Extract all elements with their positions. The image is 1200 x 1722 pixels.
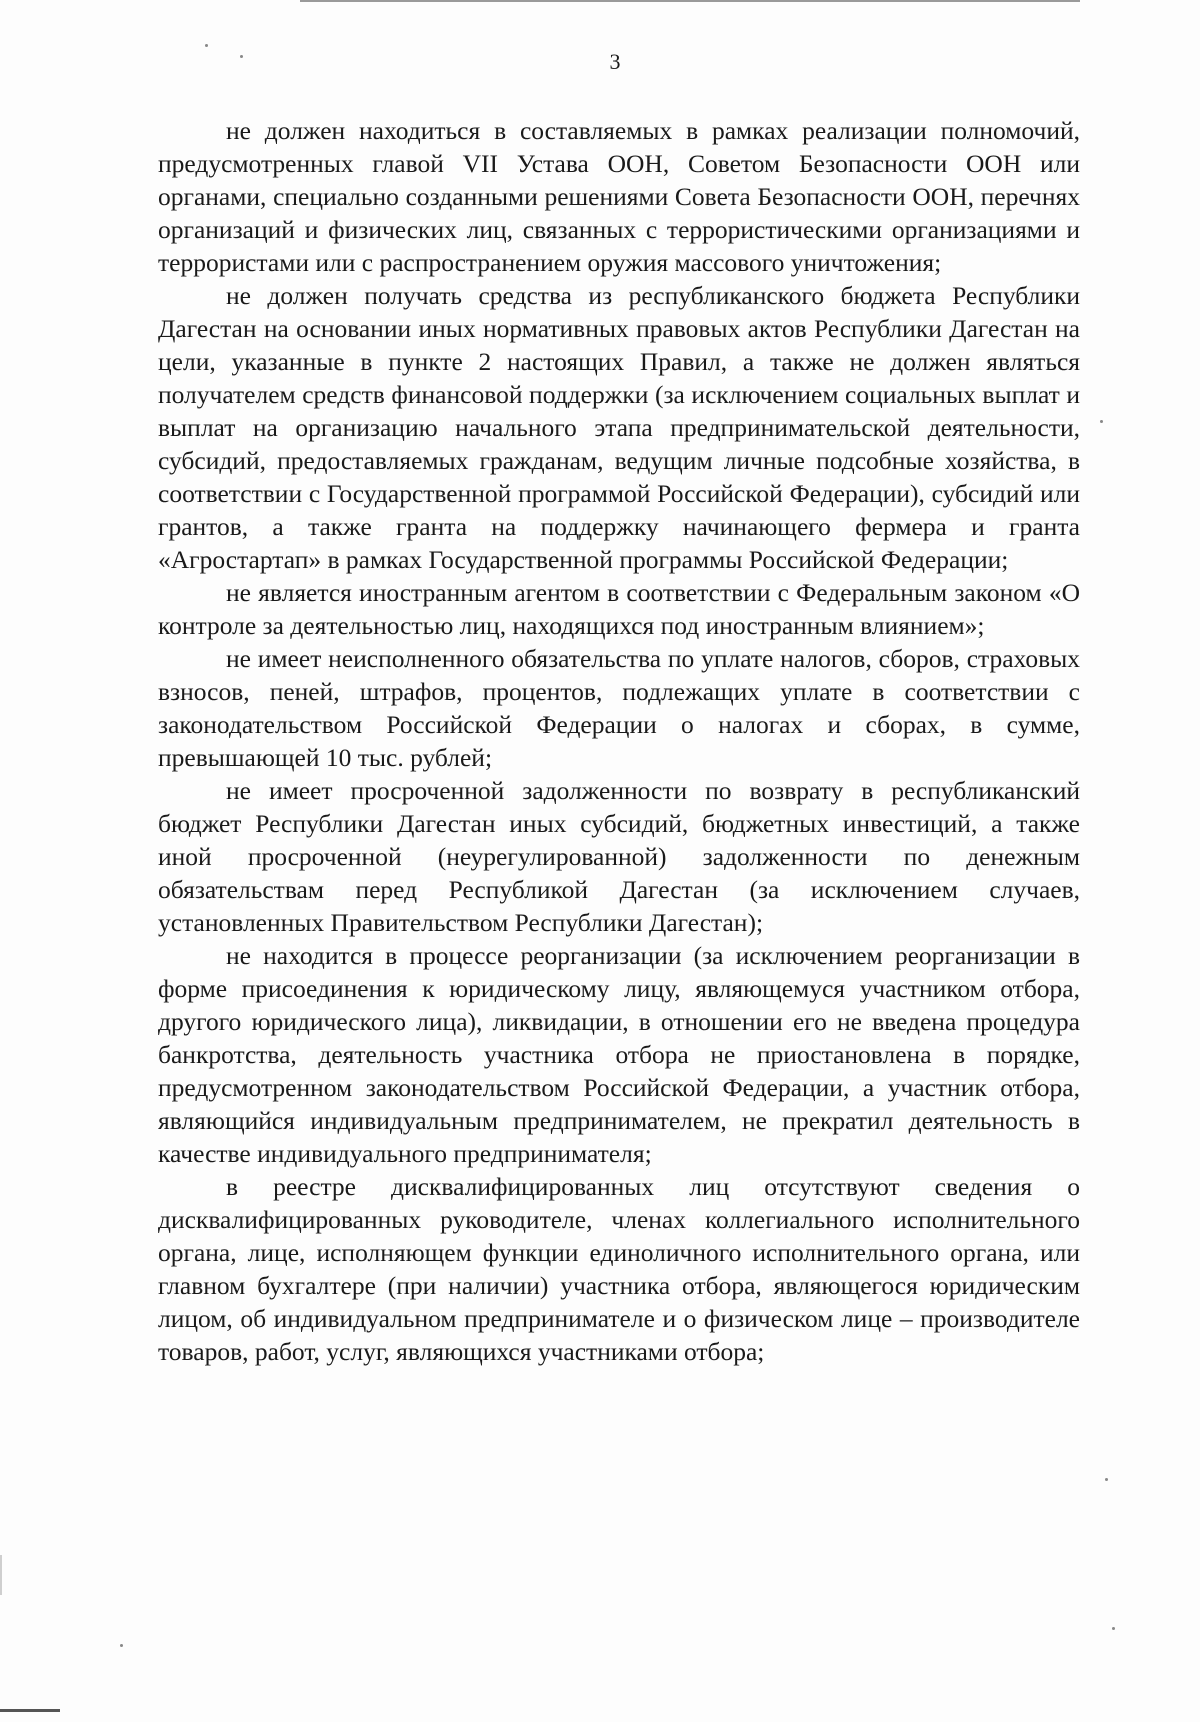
scan-bottom-mark: [0, 1709, 60, 1712]
document-body: [158, 114, 1080, 1368]
paragraph-no-other-budget-funds: не должен получать средства из республиканского бюджета Республики Дагестан на основании иных нормативных правовых актов Республики Дагестан на цели, указанные в пункте 2 настоящих Правил, а также не должен являться получателем средств финансовой поддержки (за исключением социальных выплат и выплат на организацию начального этапа предпринимательской деятельности, субсидий, предоставляемых гражданам, ведущим личные подсобные хозяйства, в соответствии с Государственной программой Российской Федерации), субсидий или грантов, а также гранта на поддержку начинающего фермера и гранта «Агростартап» в рамках Государственной программы Российской Федерации;: [158, 281, 1080, 574]
paragraph-no-overdue-debt: не имеет просроченной задолженности по возврату в республиканский бюджет Республики Дагестан иных субсидий, бюджетных инвестиций, а также иной просроченной (неурегулированной) задолженности по денежным обязательствам перед Республикой Дагестан (за исключением случаев, установленных Правительством Республики Дагестан);: [158, 776, 1080, 937]
scan-left-edge-mark: [0, 1555, 2, 1595]
scan-speck: [1112, 1627, 1115, 1630]
page-number: 3: [609, 49, 621, 74]
scan-speck: [1105, 1478, 1108, 1481]
scan-speck: [1100, 420, 1103, 423]
paragraph-no-tax-debt: не имеет неисполненного обязательства по уплате налогов, сборов, страховых взносов, пеней, штрафов, процентов, подлежащих уплате в соответствии с законодательством Российской Федерации о налогах и сборах, в сумме, превышающей 10 тыс. рублей;: [158, 644, 1080, 772]
paragraph-no-reorganization: не находится в процессе реорганизации (за исключением реорганизации в форме присоединения к юридическому лицу, являющемуся участником отбора, другого юридического лица), ликвидации, в отношении его не введена процедура банкротства, деятельность участника отбора не приостановлена в порядке, предусмотренном законодательством Российской Федерации, а участник отбора, являющийся индивидуальным предпринимателем, не прекратил деятельность в качестве индивидуального предпринимателя;: [158, 941, 1080, 1168]
page-top-edge: [300, 0, 1080, 2]
scan-speck: [120, 1644, 123, 1647]
paragraph-not-foreign-agent: не является иностранным агентом в соответствии с Федеральным законом «О контроле за деятельностью лиц, находящихся под иностранным влиянием»;: [158, 578, 1080, 640]
scan-speck: [205, 44, 208, 47]
paragraph-un-sanctions-lists: не должен находиться в составляемых в рамках реализации полномочий, предусмотренных главой VII Устава ООН, Советом Безопасности ООН или органами, специально созданными решениями Совета Безопасности ООН, перечнях организаций и физических лиц, связанных с террористическими организациями и террористами или с распространением оружия массового уничтожения;: [158, 116, 1080, 277]
scan-speck: [240, 55, 243, 58]
paragraph-disqualified-persons-registry: в реестре дисквалифицированных лиц отсутствуют сведения о дисквалифицированных руководителе, членах коллегиального исполнительного органа, лице, исполняющем функции единоличного исполнительного органа, или главном бухгалтере (при наличии) участника отбора, являющегося юридическим лицом, об индивидуальном предпринимателе и о физическом лице – производителе товаров, работ, услуг, являющихся участниками отбора;: [158, 1172, 1080, 1366]
